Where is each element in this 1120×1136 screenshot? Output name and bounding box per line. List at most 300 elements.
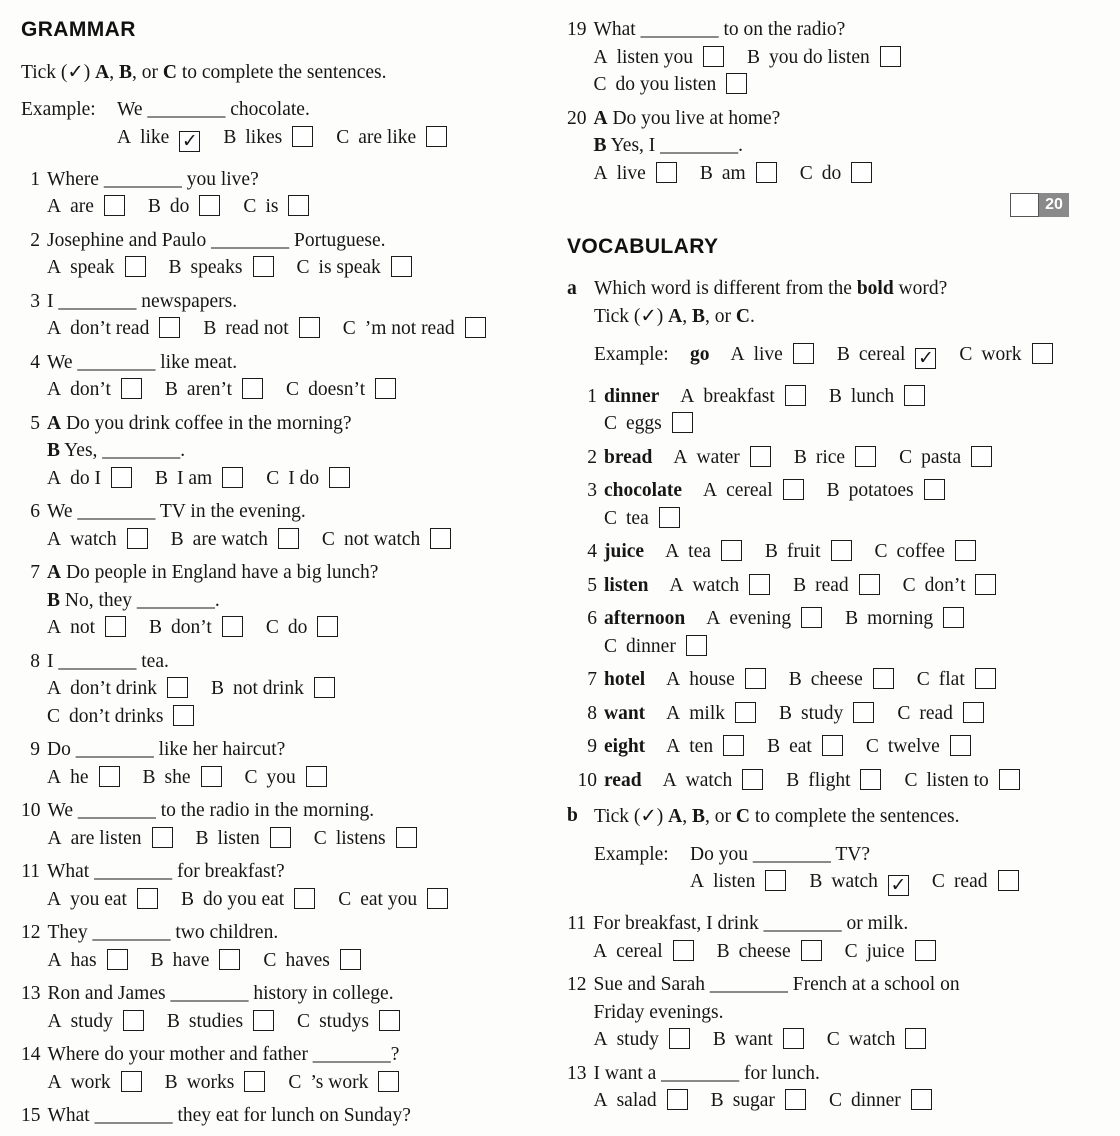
option-text: fruit [786, 541, 821, 562]
checkbox[interactable] [703, 46, 724, 67]
checkbox[interactable] [659, 507, 680, 528]
question-number: 1 [30, 168, 40, 190]
question-body [604, 733, 1112, 761]
option-text: haves [285, 949, 330, 971]
checkbox[interactable] [167, 677, 188, 698]
question-body [593, 910, 1112, 965]
option-text: dinner [626, 635, 676, 657]
checkbox[interactable] [998, 870, 1019, 891]
answer-option [706, 608, 822, 629]
answer-option [793, 575, 880, 596]
answer-option [297, 257, 412, 278]
option-letter: A [47, 949, 62, 971]
answer-option [932, 871, 1019, 892]
answer-option [866, 736, 971, 757]
checkbox[interactable] [340, 949, 361, 970]
question-item [21, 919, 547, 974]
checkbox-checked-icon[interactable]: ✓ [915, 348, 936, 369]
checkbox[interactable] [199, 195, 220, 216]
option-letter: A [730, 343, 745, 365]
option-text: ’s work [310, 1071, 369, 1093]
text: Where do your mother and father ________? [47, 1044, 400, 1065]
option-row [604, 444, 1112, 472]
question-item [567, 700, 1112, 728]
option-letter: B [764, 541, 778, 562]
checkbox[interactable] [314, 677, 335, 698]
right-column [547, 16, 1120, 1136]
headword: afternoon [604, 608, 686, 629]
checkbox[interactable] [860, 769, 881, 790]
part-b-example [567, 841, 1112, 897]
option-text: are like [358, 126, 417, 148]
text-line [594, 999, 1113, 1027]
answer-option [666, 669, 766, 690]
option-text: tea [626, 507, 649, 529]
text: B [593, 135, 607, 156]
checkbox[interactable] [750, 446, 771, 467]
option-text: do [169, 196, 190, 217]
headword: go [690, 343, 710, 365]
question-item [21, 498, 547, 553]
option-letter: C [799, 162, 813, 184]
option-letter: C [313, 827, 327, 849]
answer-option [338, 889, 448, 910]
option-row [604, 767, 1112, 795]
option-row [117, 124, 547, 152]
answer-option [917, 669, 996, 690]
answer-option [48, 950, 128, 971]
checkbox[interactable] [430, 528, 451, 549]
checkbox[interactable] [426, 126, 447, 147]
checkbox[interactable] [121, 378, 142, 399]
text-line [47, 559, 547, 587]
text: Do ________ like her haircut? [47, 739, 286, 760]
text: , or [705, 306, 736, 327]
checkbox[interactable] [379, 1010, 400, 1031]
score-box [567, 193, 1069, 217]
option-row [604, 605, 1112, 633]
option-letter: B [788, 669, 802, 690]
option-letter: B [793, 446, 807, 468]
answer-option [717, 941, 822, 962]
answer-option [143, 767, 222, 788]
question-number: 3 [587, 480, 597, 501]
checkbox[interactable] [159, 317, 180, 338]
checkbox[interactable] [721, 540, 742, 561]
question-body [594, 1060, 1113, 1115]
text: ✓ [640, 304, 657, 327]
score-entry-box[interactable] [1010, 193, 1039, 217]
checkbox[interactable] [801, 940, 822, 961]
checkbox[interactable] [785, 1089, 806, 1110]
checkbox[interactable] [299, 317, 320, 338]
option-text: am [721, 162, 746, 184]
text: Friday evenings. [593, 1001, 724, 1023]
option-row [48, 947, 548, 975]
checkbox[interactable] [855, 446, 876, 467]
option-letter: C [931, 871, 945, 892]
checkbox[interactable] [127, 528, 148, 549]
answer-option [167, 1011, 274, 1032]
option-letter: A [47, 888, 62, 910]
text: Tick ( [594, 806, 641, 827]
text: Which word is different from the [594, 277, 857, 299]
checkbox[interactable] [201, 766, 222, 787]
option-text: watch [831, 871, 878, 892]
option-text: work [70, 1071, 111, 1093]
checkbox[interactable] [851, 162, 872, 183]
option-text: do you listen [615, 74, 717, 95]
answer-option [713, 1029, 804, 1050]
option-letter: B [223, 126, 237, 148]
checkbox[interactable] [783, 479, 804, 500]
question-body [47, 736, 547, 791]
question-item [21, 288, 547, 343]
option-row [604, 733, 1112, 761]
text: to complete the sentences. [749, 806, 960, 827]
text: A [593, 107, 608, 129]
option-letter: C [336, 126, 350, 148]
checkbox[interactable] [656, 162, 677, 183]
checkbox[interactable] [292, 126, 313, 147]
grammar-heading: GRAMMAR [21, 18, 136, 41]
option-text: study [70, 1010, 113, 1032]
checkbox[interactable] [765, 870, 786, 891]
option-letter: A [47, 257, 62, 278]
option-row [690, 868, 1112, 896]
text: , [682, 306, 692, 327]
question-body [48, 1041, 548, 1096]
option-text: pasta [921, 446, 962, 468]
option-text: live [616, 162, 646, 184]
part-b-header [567, 802, 1112, 841]
option-text: watch [685, 769, 733, 791]
option-letter: B [203, 318, 217, 339]
option-letter: A [673, 446, 688, 468]
question-body [47, 166, 547, 221]
checkbox[interactable] [173, 705, 194, 726]
option-row [47, 526, 547, 554]
text-line [594, 132, 1113, 160]
option-text: are listen [70, 827, 142, 849]
answer-option [904, 770, 1019, 791]
option-text: you [266, 766, 296, 788]
option-row [48, 1008, 548, 1036]
option-letter: A [680, 385, 695, 407]
option-letter: A [666, 702, 681, 724]
question-number: 11 [567, 913, 586, 934]
option-text: ’m not read [364, 318, 455, 339]
answer-option [827, 480, 945, 501]
question-item [567, 444, 1112, 472]
grammar-questions-continued [567, 16, 1112, 187]
question-body [48, 980, 548, 1035]
question-body [604, 605, 1112, 660]
checkbox[interactable] [244, 1071, 265, 1092]
checkbox[interactable] [975, 668, 996, 689]
text: Ron and James ________ history in college. [47, 983, 394, 1004]
checkbox[interactable] [253, 256, 274, 277]
option-text: don’t [70, 379, 111, 400]
checkbox[interactable] [123, 1010, 144, 1031]
example-label: Example: [21, 99, 96, 120]
checkbox[interactable] [121, 1071, 142, 1092]
answer-option [875, 541, 976, 562]
option-letter: C [338, 888, 352, 910]
option-letter: A [690, 871, 705, 892]
checkbox[interactable] [831, 540, 852, 561]
text-line [47, 227, 547, 255]
option-letter: A [47, 678, 62, 699]
checkbox[interactable] [943, 607, 964, 628]
option-letter: A [666, 736, 681, 757]
checkbox[interactable] [152, 827, 173, 848]
answer-option [594, 1090, 688, 1111]
checkbox[interactable] [749, 574, 770, 595]
checkbox[interactable] [222, 467, 243, 488]
headword: read [604, 769, 642, 791]
checkbox[interactable] [686, 635, 707, 656]
checkbox[interactable] [873, 668, 894, 689]
answer-option [288, 1072, 399, 1093]
option-text: watch [70, 528, 117, 550]
option-letter: B [779, 702, 793, 724]
headword: want [604, 702, 646, 724]
checkbox[interactable] [125, 256, 146, 277]
option-text: listens [335, 827, 386, 849]
checkbox[interactable] [735, 702, 756, 723]
answer-option [899, 447, 992, 468]
answer-option [827, 1029, 927, 1050]
text: Josephine and Paulo ________ Portuguese. [47, 229, 386, 251]
checkbox[interactable] [783, 1028, 804, 1049]
answer-option [48, 828, 173, 849]
answer-option [800, 163, 873, 184]
checkbox[interactable] [104, 195, 125, 216]
answer-option [343, 318, 486, 339]
checkbox[interactable] [785, 385, 806, 406]
option-row [47, 614, 547, 642]
checkbox[interactable] [669, 1028, 690, 1049]
checkbox[interactable] [427, 888, 448, 909]
question-item [567, 538, 1112, 566]
text: ) [656, 306, 669, 327]
option-text: doesn’t [308, 379, 366, 400]
checkbox[interactable] [905, 1028, 926, 1049]
checkbox[interactable] [375, 378, 396, 399]
checkbox[interactable] [253, 1010, 274, 1031]
checkbox[interactable] [745, 668, 766, 689]
answer-option [897, 703, 984, 724]
answer-option [845, 608, 964, 629]
text: A [668, 806, 683, 827]
answer-option [171, 529, 299, 550]
part-a-marker: a [567, 277, 577, 299]
checkbox[interactable] [378, 1071, 399, 1092]
option-letter: B [793, 574, 807, 596]
checkbox[interactable] [111, 467, 132, 488]
option-row [47, 315, 547, 343]
option-text: speaks [190, 257, 243, 278]
checkbox[interactable] [911, 1089, 932, 1110]
answer-option [322, 529, 451, 550]
answer-option [669, 575, 770, 596]
checkbox[interactable] [672, 412, 693, 433]
option-row [48, 1069, 548, 1097]
checkbox[interactable] [756, 162, 777, 183]
text: Do you ________ TV? [690, 843, 871, 865]
text: bold [856, 277, 894, 299]
checkbox[interactable] [99, 766, 120, 787]
text-line [48, 980, 548, 1008]
question-item [567, 767, 1112, 795]
checkbox[interactable] [723, 735, 744, 756]
option-letter: A [593, 46, 608, 68]
answer-option [297, 1011, 400, 1032]
checkbox[interactable] [306, 766, 327, 787]
checkbox[interactable] [270, 827, 291, 848]
checkbox[interactable] [317, 616, 338, 637]
checkbox[interactable] [1032, 343, 1053, 364]
text-line [48, 1041, 548, 1069]
checkbox[interactable] [726, 73, 747, 94]
text: B [47, 589, 61, 611]
checkbox[interactable] [107, 949, 128, 970]
option-letter: A [47, 1010, 62, 1032]
checkbox[interactable] [396, 827, 417, 848]
text: B [118, 61, 132, 83]
option-row [594, 1087, 1113, 1115]
option-row [47, 764, 547, 792]
checkbox[interactable] [859, 574, 880, 595]
checkbox-checked-icon[interactable]: ✓ [888, 875, 909, 896]
question-item [567, 383, 1112, 438]
answer-option [47, 889, 158, 910]
part-a-example [567, 341, 1112, 369]
vocabulary-heading: VOCABULARY [567, 235, 719, 258]
question-item [567, 572, 1112, 600]
text-line [47, 349, 547, 377]
option-row [594, 160, 1113, 188]
checkbox[interactable] [853, 702, 874, 723]
question-item [567, 733, 1112, 761]
answer-option [703, 480, 804, 501]
checkbox[interactable] [915, 940, 936, 961]
option-row [47, 703, 547, 731]
text-line [48, 1102, 548, 1130]
checkbox[interactable] [673, 940, 694, 961]
option-text: has [70, 949, 97, 971]
answer-option [47, 257, 146, 278]
text: , [109, 61, 119, 83]
text: A [47, 562, 62, 583]
checkbox[interactable] [793, 343, 814, 364]
part-a-header [567, 275, 1112, 341]
headword: dinner [604, 385, 660, 407]
answer-option [165, 1072, 266, 1093]
text-line [593, 910, 1112, 938]
text: I want a ________ for lunch. [593, 1062, 820, 1084]
option-letter: B [746, 46, 760, 68]
checkbox[interactable] [329, 467, 350, 488]
text: ) [83, 61, 96, 83]
checkbox[interactable] [999, 769, 1020, 790]
text: We ________ like meat. [47, 351, 238, 373]
question-number: 10 [21, 800, 41, 821]
text: Do you drink coffee in the morning? [61, 412, 352, 434]
grammar-questions-list [21, 166, 547, 1130]
option-row [604, 505, 1112, 533]
checkbox[interactable] [955, 540, 976, 561]
question-number: 4 [30, 351, 40, 373]
question-item [21, 797, 547, 852]
checkbox[interactable] [801, 607, 822, 628]
option-text: work [981, 343, 1022, 365]
text-line [594, 16, 1113, 44]
checkbox[interactable] [950, 735, 971, 756]
option-row [47, 675, 547, 703]
checkbox[interactable] [971, 446, 992, 467]
checkbox-checked-icon[interactable]: ✓ [179, 131, 200, 152]
option-text: don’t read [70, 318, 150, 339]
option-letter: C [844, 940, 858, 962]
text: We ________ to the radio in the morning. [47, 800, 375, 821]
question-item [21, 736, 547, 791]
option-letter: C [959, 343, 973, 365]
option-text: read not [225, 318, 289, 339]
text: No, they ________. [60, 589, 220, 611]
answer-option [211, 678, 335, 699]
option-text: house [689, 669, 735, 690]
answer-option [663, 770, 764, 791]
checkbox[interactable] [242, 378, 263, 399]
checkbox[interactable] [667, 1089, 688, 1110]
question-body [47, 858, 547, 913]
answer-option [223, 127, 313, 148]
option-text: not drink [232, 678, 304, 699]
checkbox[interactable] [822, 735, 843, 756]
option-letter: C [244, 766, 258, 788]
checkbox[interactable] [924, 479, 945, 500]
checkbox[interactable] [391, 256, 412, 277]
checkbox[interactable] [975, 574, 996, 595]
part-a-items [567, 383, 1112, 795]
option-letter: C [342, 318, 356, 339]
checkbox[interactable] [137, 888, 158, 909]
checkbox[interactable] [219, 949, 240, 970]
vocabulary-part-b [567, 802, 1112, 1115]
checkbox[interactable] [880, 46, 901, 67]
option-letter: C [828, 1090, 842, 1111]
checkbox[interactable] [742, 769, 763, 790]
checkbox[interactable] [222, 616, 243, 637]
checkbox[interactable] [105, 616, 126, 637]
checkbox[interactable] [963, 702, 984, 723]
text: ) [656, 806, 669, 827]
checkbox[interactable] [288, 195, 309, 216]
question-number: 2 [587, 446, 597, 468]
checkbox[interactable] [465, 317, 486, 338]
question-number: 4 [587, 541, 597, 562]
checkbox[interactable] [294, 888, 315, 909]
option-letter: B [170, 528, 184, 550]
option-row [604, 572, 1112, 600]
question-body [47, 227, 547, 282]
checkbox[interactable] [278, 528, 299, 549]
example-block [594, 841, 1112, 897]
text-line [690, 841, 1112, 869]
checkbox[interactable] [904, 385, 925, 406]
